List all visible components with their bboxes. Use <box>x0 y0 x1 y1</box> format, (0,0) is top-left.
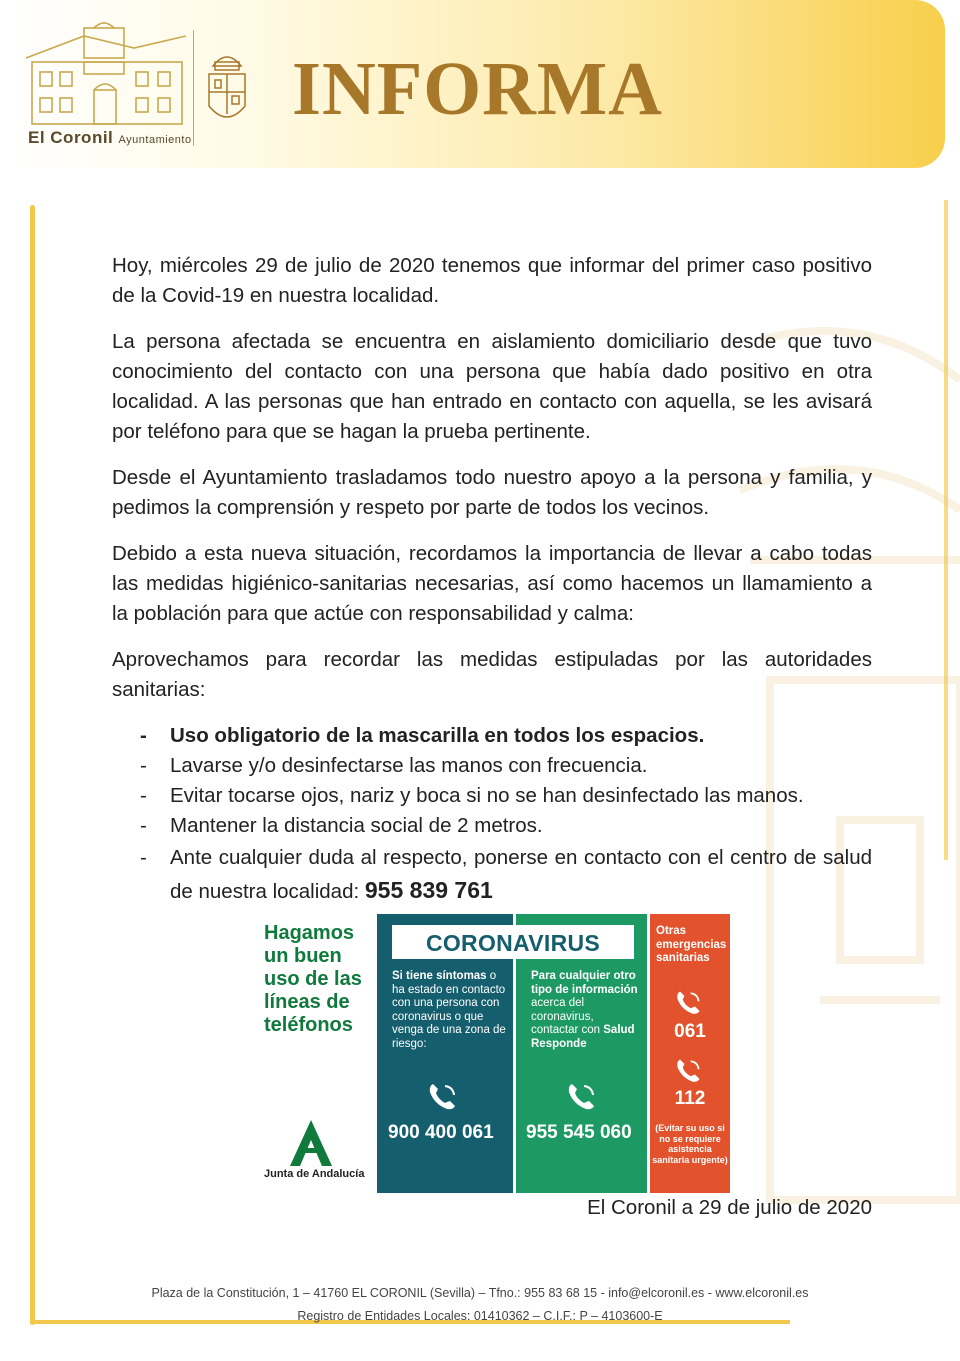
junta-name: Junta de Andalucía <box>264 1168 365 1180</box>
paragraph: Aprovechamos para recordar las medidas estipuladas por las autoridades sanitarias: <box>112 648 872 701</box>
town-hall-icon <box>24 18 189 128</box>
header-divider <box>193 30 194 146</box>
left-border-rule <box>30 205 35 1325</box>
info-text <box>531 970 643 1051</box>
phone-icon <box>425 1080 459 1114</box>
info-phone: 955 545 060 <box>526 1122 632 1143</box>
list-item <box>112 841 872 908</box>
emergency-phone-112: 112 <box>674 1088 706 1109</box>
emergency-note: (Evitar su uso si no se requiere asistencia sanitaria urgente) <box>652 1123 728 1165</box>
list-item <box>112 751 872 781</box>
measure-text: Uso obligatorio de la mascarilla en todos los espacios. <box>170 724 705 747</box>
symptoms-phone: 900 400 061 <box>388 1122 494 1143</box>
phone-icon <box>564 1080 598 1114</box>
footer-registry: Registro de Entidades Locales: 01410362 – C.I.F.: P – 4103600-E <box>297 1309 663 1323</box>
logo-wordmark <box>28 128 192 148</box>
measure-text: Lavarse y/o desinfectarse las manos con frecuencia. <box>170 754 648 777</box>
list-dash: - <box>140 724 147 747</box>
coronavirus-title: CORONAVIRUS <box>392 925 634 959</box>
symptoms-desc: o ha estado en contacto con una persona con coronavirus o que venga de una zona de riesgo: <box>392 970 506 1050</box>
list-dash: - <box>140 846 147 869</box>
list-dash: - <box>140 754 147 777</box>
paragraph: Hoy, miércoles 29 de julio de 2020 tenemos que informar del primer caso positivo de la Covid-19 en nuestra localidad. <box>112 254 872 307</box>
slogan: Hagamos un buen uso de las líneas de teléfonos <box>264 922 362 1036</box>
list-dash: - <box>140 784 147 807</box>
signature-date: El Coronil a 29 de julio de 2020 <box>587 1196 872 1219</box>
info-bold: Para cualquier otro tipo de información <box>531 970 638 996</box>
footer-address: Plaza de la Constitución, 1 – 41760 EL CORONIL (Sevilla) – Tfno.: 955 83 68 15 - info@elcoronil.es - www.elcoronil.es <box>151 1286 809 1300</box>
page-title: INFORMA <box>292 47 663 131</box>
phone-icon <box>673 1056 703 1086</box>
emergency-phone-061: 061 <box>674 1021 706 1042</box>
measure-text: Evitar tocarse ojos, nariz y boca si no se han desinfectado las manos. <box>170 784 804 807</box>
list-item <box>112 721 872 751</box>
info-bold-2: Salud Responde <box>531 1024 635 1050</box>
info-desc: acerca del coronavirus, contactar con <box>531 997 601 1036</box>
logo-town: El Coronil <box>28 128 114 147</box>
measures-list <box>112 721 872 908</box>
logo-sub: Ayuntamiento <box>118 134 192 146</box>
list-item <box>112 811 872 841</box>
measure-text: Ante cualquier duda al respecto, ponerse en contacto con el centro de salud de nuestra localidad: <box>170 846 872 903</box>
measure-text: Mantener la distancia social de 2 metros. <box>170 814 543 837</box>
list-item <box>112 781 872 811</box>
coat-of-arms-icon <box>205 44 249 130</box>
phone-icon <box>673 988 703 1018</box>
junta-andalucia-logo-icon <box>286 1118 336 1168</box>
list-dash: - <box>140 814 147 837</box>
notice-body <box>112 251 872 908</box>
symptoms-bold: Si tiene síntomas <box>392 970 487 982</box>
symptoms-text <box>392 970 508 1051</box>
paragraph: Desde el Ayuntamiento trasladamos todo nuestro apoyo a la persona y familia, y pedimos la comprensión y respeto por parte de todos los vecinos. <box>112 466 872 519</box>
health-center-phone: 955 839 761 <box>364 877 493 903</box>
emergency-title: Otras emergencias sanitarias <box>656 925 727 964</box>
paragraph: La persona afectada se encuentra en aislamiento domiciliario desde que tuvo conocimiento del contacto con una persona que había dado positivo en otra localidad. A las personas que han entrado en contacto con aquella, se les avisará por teléfono para que se hagan la prueba pertinente. <box>112 330 872 443</box>
paragraph: Debido a esta nueva situación, recordamos la importancia de llevar a cabo todas las medidas higiénico-sanitarias necesarias, así como hacemos un llamamiento a la población para que actúe con responsabilidad y calma: <box>112 542 872 625</box>
